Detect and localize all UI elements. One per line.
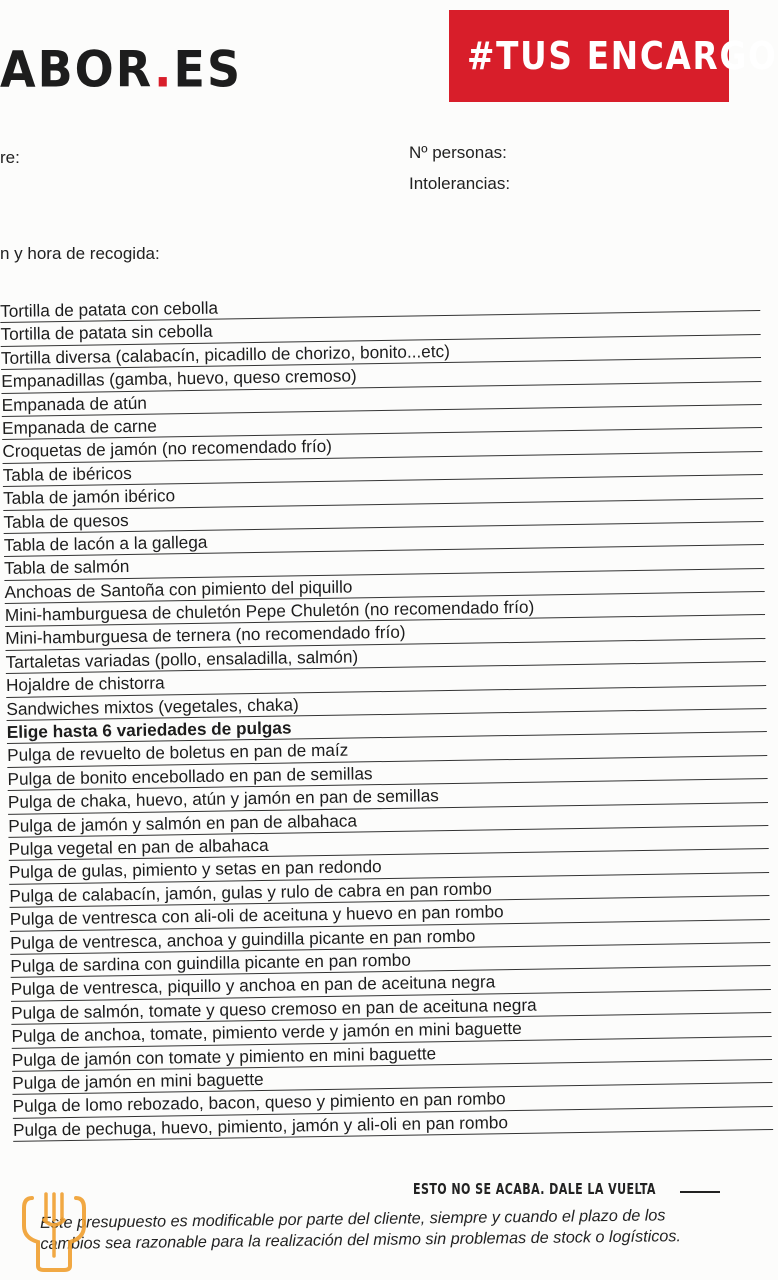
- disclaimer: [40, 1204, 740, 1255]
- order-item: Tartaletas variadas (pollo, ensaladilla, salmón): [6, 639, 766, 674]
- order-item: Empanadillas (gamba, huevo, queso cremoso): [1, 358, 761, 393]
- order-item: Pulga de revuelto de boletus en pan de maíz: [7, 732, 767, 767]
- slogan: ESTO NO SE ACABA. DALE LA VUELTA: [413, 1180, 656, 1198]
- order-item: Pulga de jamón con tomate y pimiento en mini baguette: [12, 1036, 772, 1071]
- order-item: Anchoas de Santoña con pimiento del piquillo: [4, 569, 764, 604]
- logo-suffix: ES: [173, 40, 243, 99]
- order-item: Tabla de ibéricos: [3, 452, 763, 487]
- order-item: Pulga vegetal en pan de albahaca: [8, 826, 768, 861]
- order-item: Pulga de ventresca, piquillo y anchoa en pan de aceituna negra: [11, 966, 771, 1001]
- order-item: Pulga de pechuga, huevo, pimiento, jamón y ali-oli en pan rombo: [13, 1107, 773, 1142]
- order-item: Tortilla diversa (calabacín, picadillo de chorizo, bonito...etc): [1, 335, 761, 370]
- order-item: Croquetas de jamón (no recomendado frío): [2, 428, 762, 463]
- fork-spoon-badge-icon: [14, 1186, 94, 1272]
- disclaimer-line-2: cambios sea razonable para la realización del mismo sin problemas de stock o logísticos.: [40, 1227, 682, 1253]
- order-item: Hojaldre de chistorra: [6, 662, 766, 697]
- banner-text: #TUS ENCARGO: [467, 34, 778, 78]
- order-item: Mini-hamburguesa de ternera (no recomendado frío): [5, 615, 765, 650]
- order-item: Pulga de calabacín, jamón, gulas y rulo de cabra en pan rombo: [9, 873, 769, 908]
- intolerances-label: Intolerancias:: [409, 174, 511, 193]
- order-item: Pulga de salmón, tomate y queso cremoso en pan de aceituna negra: [11, 990, 771, 1025]
- order-item: Tortilla de patata con cebolla: [0, 288, 760, 323]
- order-item: Pulga de jamón en mini baguette: [12, 1060, 772, 1095]
- disclaimer-line-1: Este presupuesto es modificable por parte del cliente, siempre y cuando el plazo de los: [40, 1206, 666, 1232]
- order-item: Empanada de atún: [1, 382, 761, 417]
- order-item: Pulga de lomo rebozado, bacon, queso y pimiento en pan rombo: [12, 1083, 772, 1118]
- order-item: Tortilla de patata sin cebolla: [0, 311, 760, 346]
- orders-banner: [449, 10, 778, 102]
- order-item: Pulga de ventresca con ali-oli de aceituna y huevo en pan rombo: [10, 896, 770, 931]
- logo-text: ABOR: [0, 40, 155, 99]
- order-item: Pulga de anchoa, tomate, pimiento verde y jamón en mini baguette: [11, 1013, 771, 1048]
- brand-logo: [0, 40, 242, 98]
- name-label: re:: [0, 148, 20, 167]
- order-item: Pulga de sardina con guindilla picante en pan rombo: [10, 943, 770, 978]
- order-item: Tabla de lacón a la gallega: [4, 522, 764, 557]
- order-item: Pulga de chaka, huevo, atún y jamón en pan de semillas: [8, 779, 768, 814]
- logo-dot: .: [154, 40, 174, 99]
- order-item: Pulga de jamón y salmón en pan de albahaca: [8, 803, 768, 838]
- order-item: Empanada de carne: [2, 405, 762, 440]
- order-item: Tabla de jamón ibérico: [3, 475, 763, 510]
- order-item: Tabla de quesos: [3, 499, 763, 534]
- order-item: Mini-hamburguesa de chuletón Pepe Chuletón (no recomendado frío): [5, 592, 765, 627]
- order-items-list: [0, 288, 773, 1142]
- order-item: Tabla de salmón: [4, 545, 764, 580]
- order-item: Sandwiches mixtos (vegetales, chaka): [6, 686, 766, 721]
- people-label: Nº personas:: [409, 143, 507, 162]
- order-item: Pulga de bonito encebollado en pan de semillas: [7, 756, 767, 791]
- order-item: Elige hasta 6 variedades de pulgas: [7, 709, 767, 744]
- order-item: Pulga de ventresca, anchoa y guindilla picante en pan rombo: [10, 920, 770, 955]
- order-item: Pulga de gulas, pimiento y setas en pan redondo: [9, 849, 769, 884]
- slogan-divider: [680, 1191, 720, 1193]
- pickup-label: n y hora de recogida:: [0, 244, 160, 263]
